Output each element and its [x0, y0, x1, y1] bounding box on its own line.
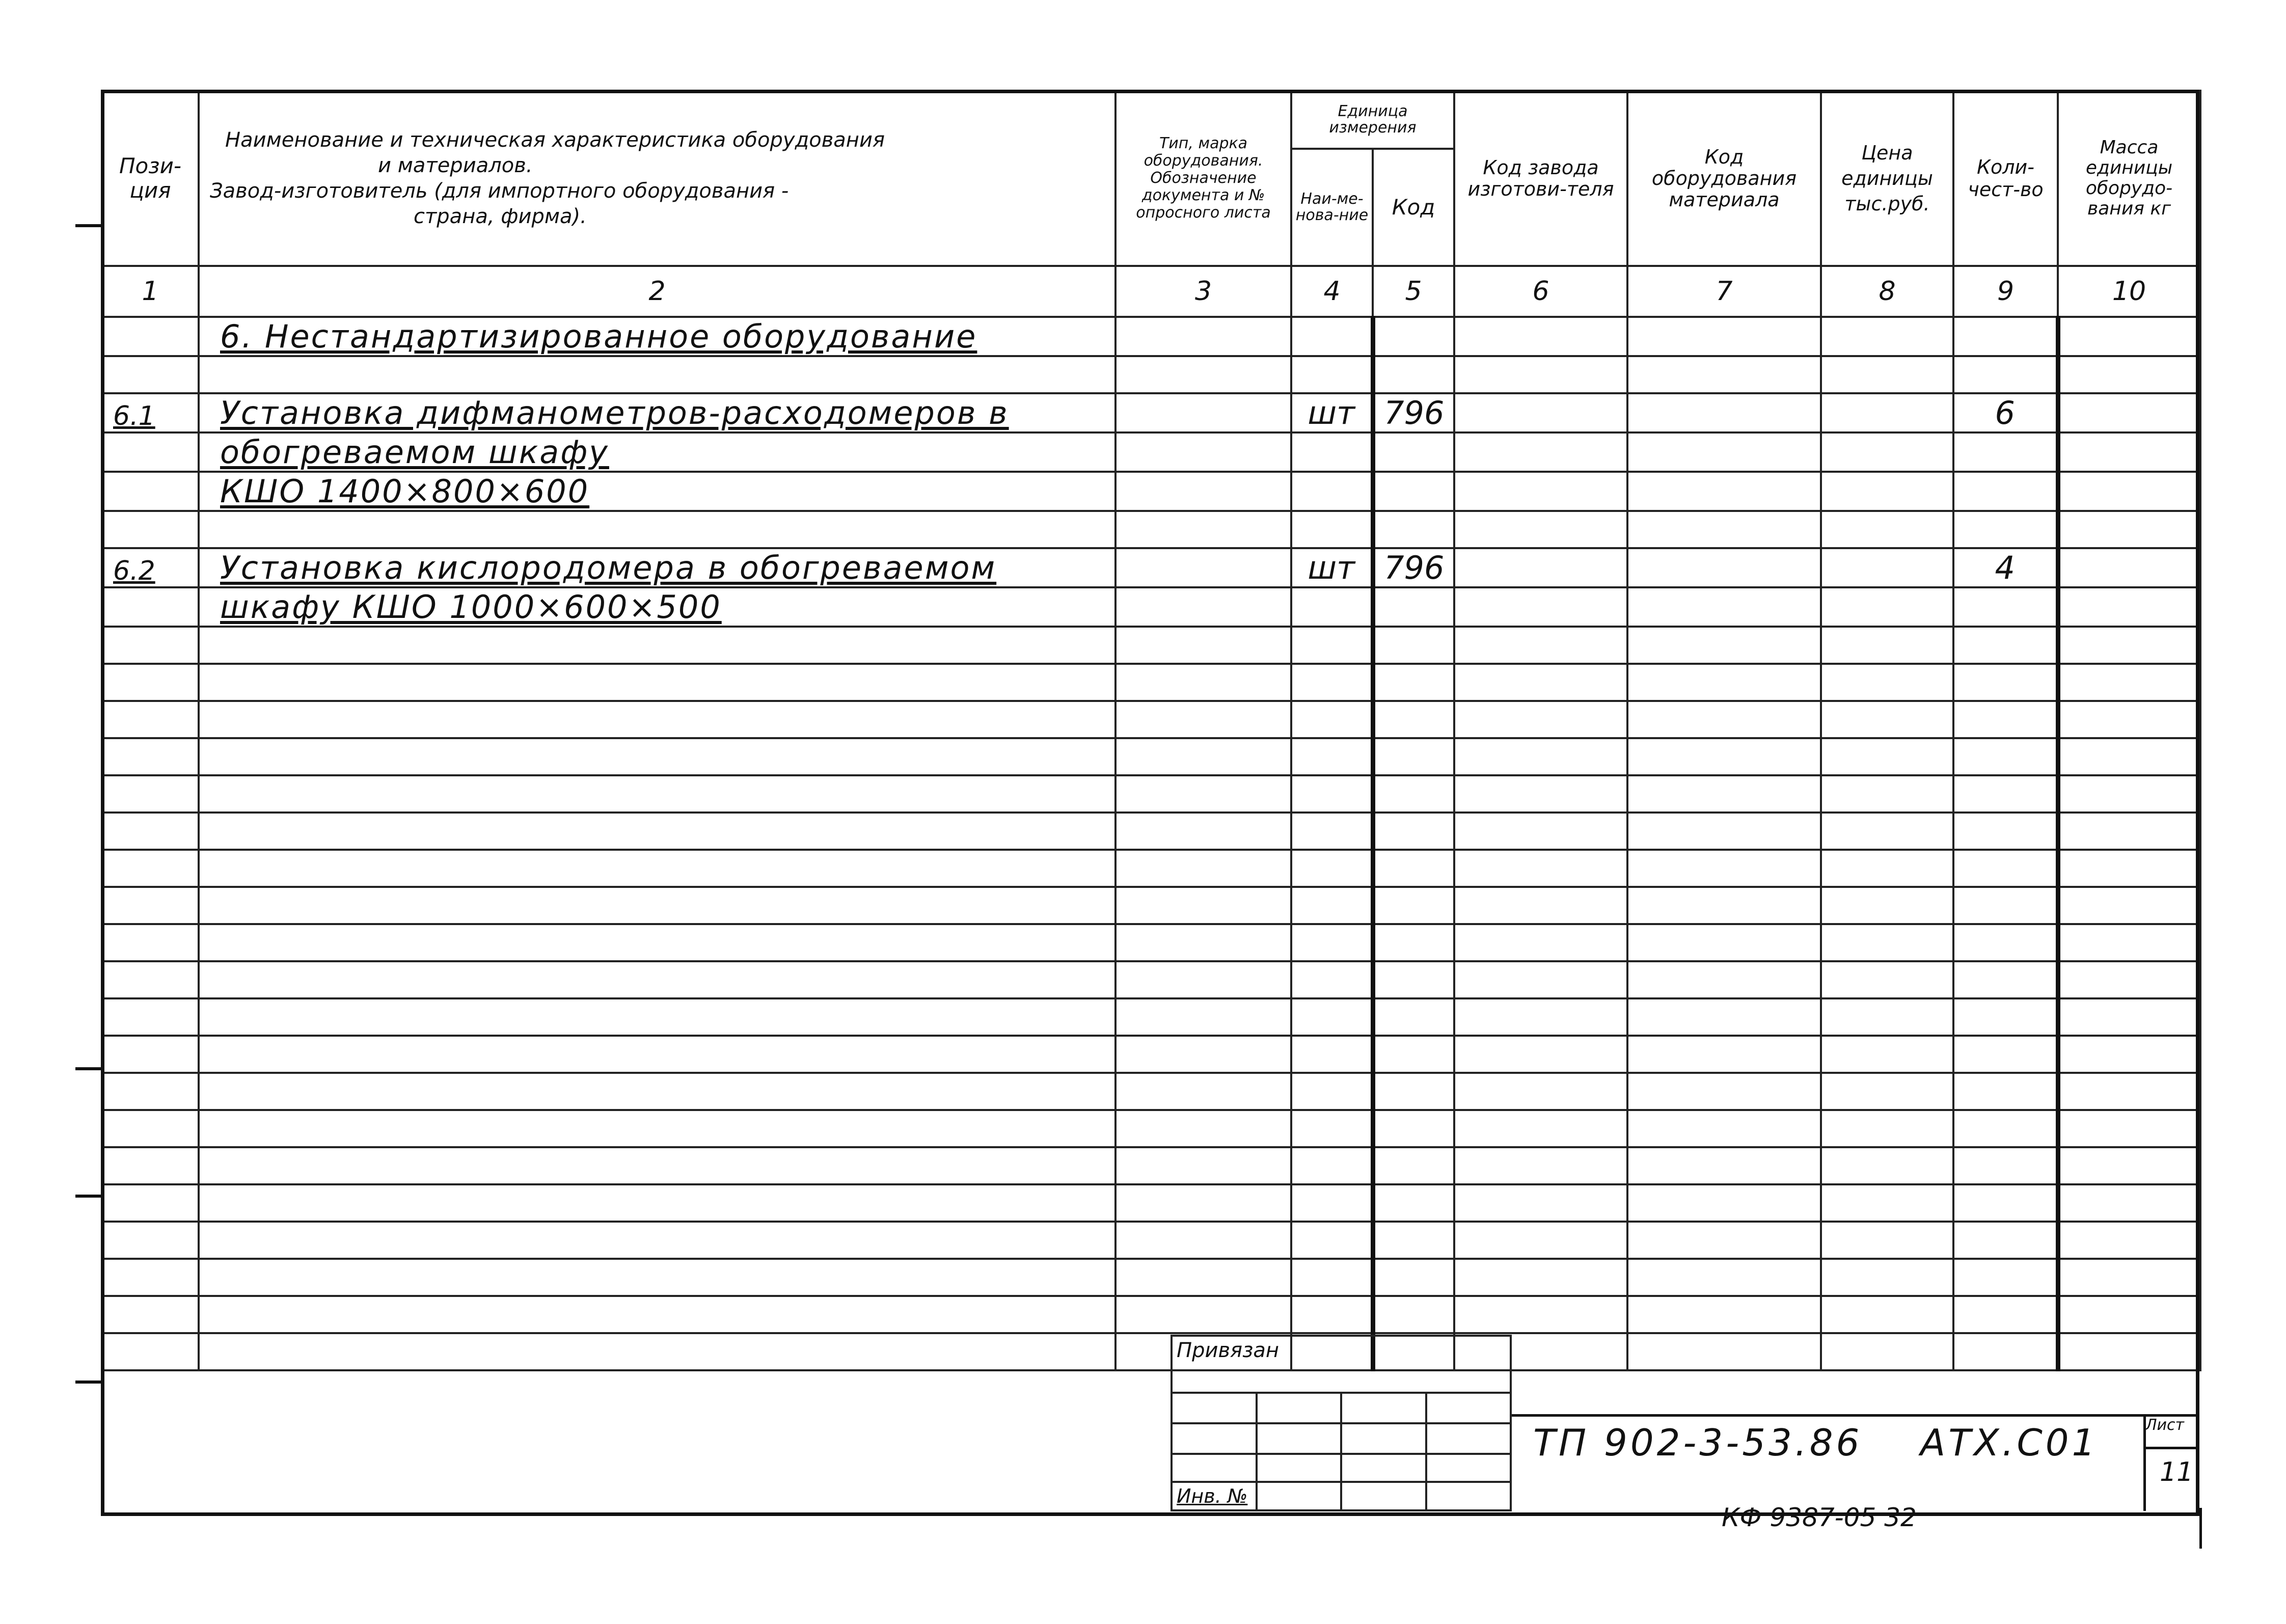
margin-tick — [75, 1067, 103, 1070]
frame-tail-line — [2199, 1508, 2202, 1549]
row-quantity: 4 — [1953, 548, 2058, 587]
column-number: 8 — [1821, 266, 1953, 317]
header-name-line1: Наименование и техническая характеристика оборудования — [225, 128, 885, 152]
header-name-line4: страна, фирма). — [414, 205, 587, 228]
stamp-inventory-label: Инв. № — [1172, 1482, 1257, 1510]
sheet-label: Лист — [2145, 1416, 2185, 1434]
header-equipment-code: Код оборудования материала — [1627, 91, 1821, 266]
row-description-text: Установка кислородомера в обогреваемом — [220, 549, 997, 586]
column-number: 5 — [1373, 266, 1454, 317]
header-unit-group: Единица измерения — [1291, 91, 1454, 149]
column-number: 3 — [1115, 266, 1291, 317]
column-number: 9 — [1953, 266, 2058, 317]
row-unit-code: 796 — [1373, 548, 1454, 587]
row-description-text: Установка дифманометров-расходомеров в — [220, 394, 1009, 431]
margin-tick — [75, 1195, 103, 1198]
column-number: 1 — [102, 266, 199, 317]
row-unit-code: 796 — [1373, 393, 1454, 432]
margin-tick — [75, 1381, 103, 1384]
sheet-number: 11 — [2160, 1457, 2194, 1487]
row-quantity: 6 — [1953, 393, 2058, 432]
sheet-frame — [101, 90, 2199, 1516]
row-position: 6.2 — [102, 548, 199, 587]
header-name-line2: и материалов. — [378, 154, 533, 177]
column-number: 2 — [199, 266, 1115, 317]
column-number: 7 — [1627, 266, 1821, 317]
document-code: АТХ.С01 — [1920, 1421, 2099, 1464]
binding-stamp — [1171, 1335, 1512, 1509]
row-description-text: 6. Нестандартизированное оборудование — [220, 318, 977, 355]
row-description-text: КШО 1400×800×600 — [220, 473, 590, 510]
row-description-text: обогреваемом шкафу — [220, 434, 609, 471]
title-block-top-line — [1512, 1414, 2199, 1417]
row-position: 6.1 — [102, 393, 199, 432]
column-number: 10 — [2058, 266, 2200, 317]
row-description-text: шкафу КШО 1000×600×500 — [220, 588, 722, 626]
row-unit: шт — [1291, 548, 1373, 587]
binding-stamp-table — [1171, 1335, 1512, 1511]
sheet-number-divider — [2143, 1447, 2199, 1449]
document-designation: ТП 902-3-53.86 — [1533, 1421, 1863, 1464]
header-quantity: Коли-чест-во — [1953, 91, 2058, 266]
header-unit-code: Код — [1373, 149, 1454, 266]
header-name-line3: Завод-изготовитель (для импортного оборудования - — [210, 179, 789, 203]
header-type: Тип, марка оборудования. Обозначение документа и № опросного листа — [1115, 91, 1291, 266]
column-number: 4 — [1291, 266, 1373, 317]
header-unit-name: Наи-ме-нова-ние — [1291, 149, 1373, 266]
stamp-attached-label: Привязан — [1172, 1336, 1511, 1393]
header-price: Цена единицы тыс.руб. — [1821, 91, 1953, 266]
header-mass: Масса единицы оборудо-вания кг — [2058, 91, 2200, 266]
header-position: Пози-ция — [102, 91, 199, 266]
print-code: КФ 9387-05 32 — [1722, 1503, 1917, 1532]
header-manufacturer-code: Код завода изготови-теля — [1454, 91, 1627, 266]
column-number: 6 — [1454, 266, 1627, 317]
row-unit: шт — [1291, 393, 1373, 432]
margin-tick — [75, 224, 103, 227]
